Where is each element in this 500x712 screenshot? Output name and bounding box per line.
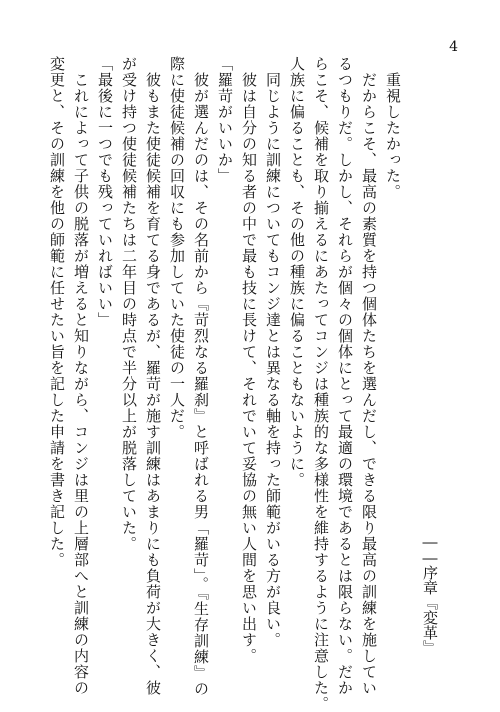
- text-line: 変更と、その訓練を他の師範に任せたい旨を記した申請を書き記した。: [48, 56, 66, 568]
- chapter-footer: [418, 533, 442, 663]
- text-area: [25, 56, 405, 712]
- text-line: 「最後に一つでも残っていればいい」: [96, 56, 114, 328]
- text-line: 彼もまた使徒候補を育てる身であるが、羅苛が施す訓練はあまりにも負荷が大きく、彼: [144, 56, 162, 696]
- body-text: [45, 56, 405, 712]
- footer-dash: ――: [421, 533, 439, 565]
- page-number: 4: [449, 39, 458, 55]
- text-line: これによって子供の脱落が増えると知りながら、コンジは里の上層部へと訓練の内容の: [72, 56, 90, 696]
- text-line: 重視したかった。: [384, 56, 402, 200]
- text-line: 際に使徒候補の回収にも参加していた使徒の一人だ。: [168, 56, 186, 440]
- text-line: 彼は自分の知る者の中で最も技に長けて、それでいて妥協の無い人間を思い出す。: [240, 56, 258, 664]
- text-line: らこそ、候補を取り揃えるにあたってコンジは種族的な多様性を維持するように注意した。: [312, 56, 330, 712]
- text-line: 「羅苛がいいか」: [216, 56, 234, 184]
- text-line: が受け持つ使徒候補たちは二年目の時点で半分以上が脱落していた。: [120, 56, 138, 552]
- footer-chapter-label: 序章『変革』: [421, 565, 439, 655]
- text-line: るつもりだ。しかし、それらが個々の個体にとって最適の環境であるとは限らない。だか: [336, 56, 354, 696]
- text-line: 彼が選んだのは、その名前から『苛烈なる羅刹』と呼ばれる男「羅苛」。『生存訓練』の: [192, 56, 210, 697]
- text-line: 同じように訓練についてもコンジ達とは異なる軸を持った師範がいる方が良い。: [264, 56, 282, 648]
- text-line: 人族に偏ることも、その他の種族に偏ることもないように。: [288, 56, 306, 488]
- text-line: だからこそ、最高の素質を持つ個体たちを選んだし、できる限り最高の訓練を施してい: [360, 56, 378, 696]
